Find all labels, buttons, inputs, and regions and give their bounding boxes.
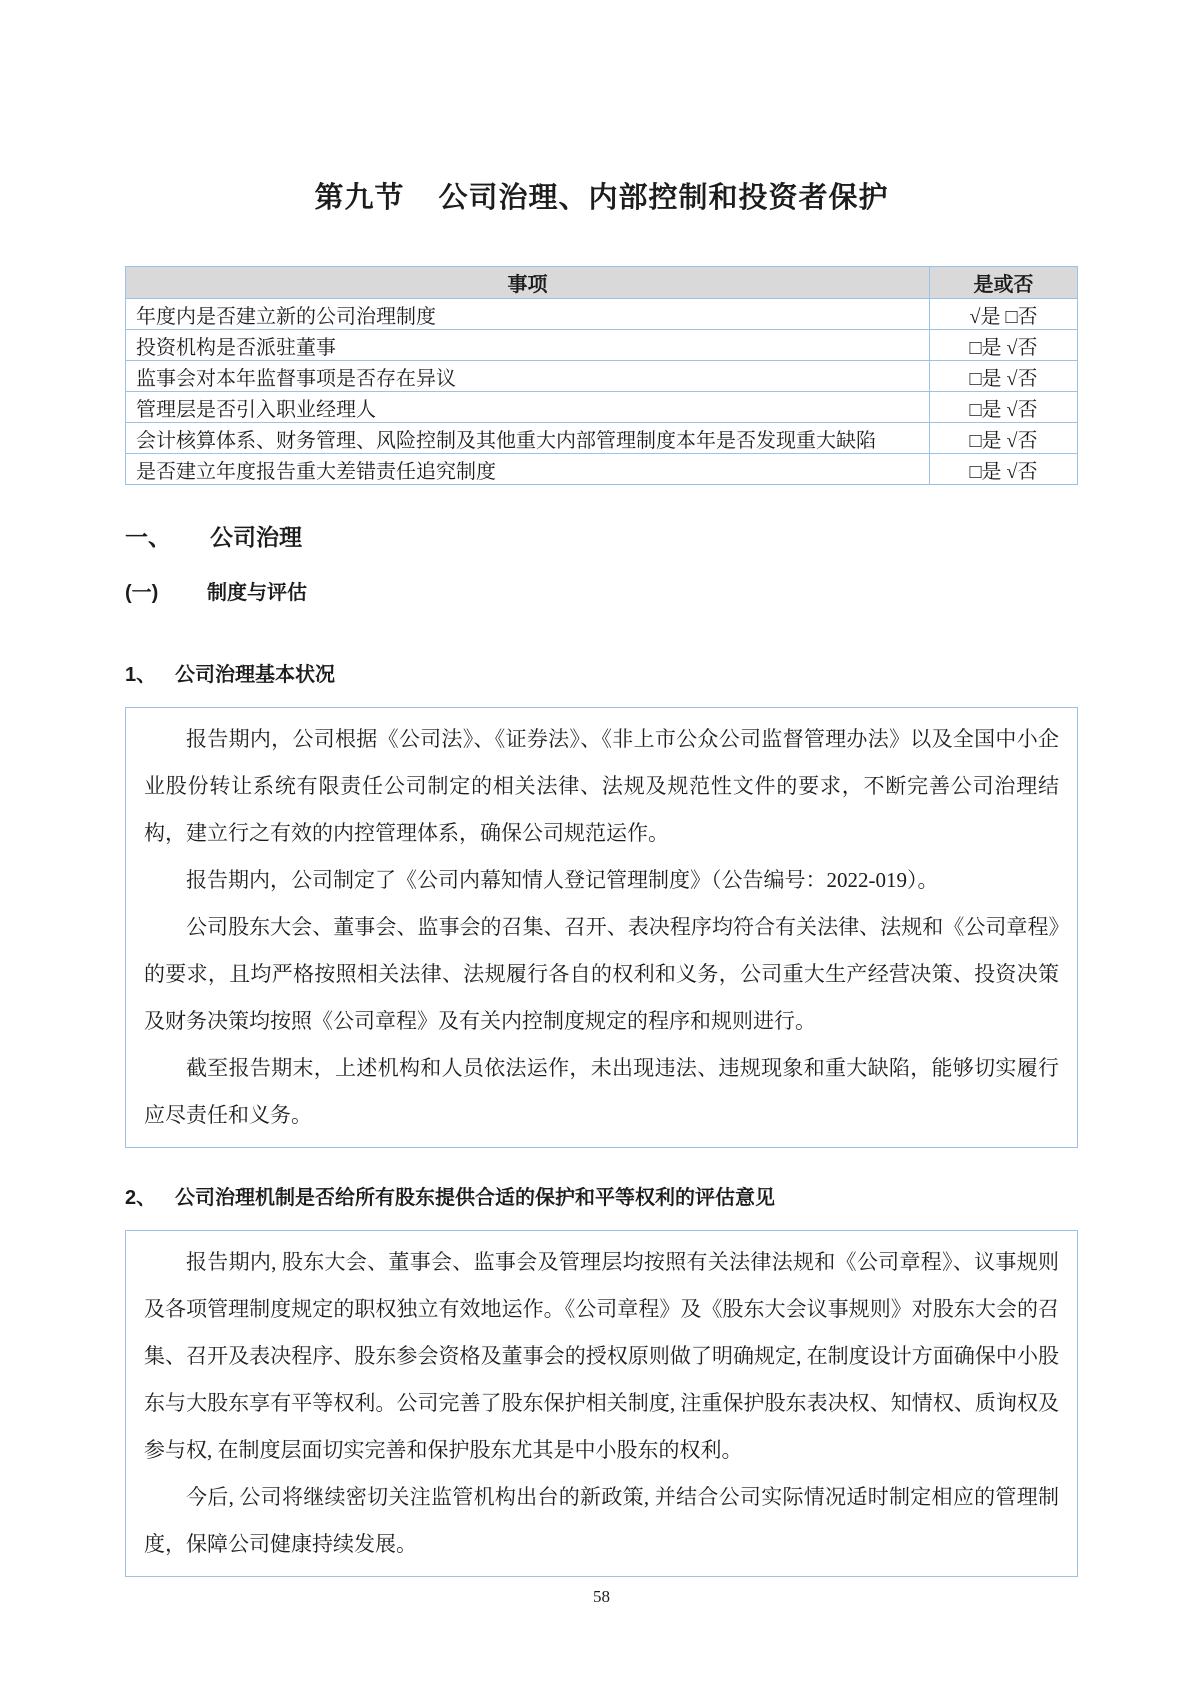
- heading-label: 制度与评估: [207, 582, 307, 604]
- table-row: [126, 392, 1078, 423]
- table-cell-item: 投资机构是否派驻董事: [126, 330, 930, 361]
- paragraph: 报告期内，公司根据《公司法》、《证券法》、《非上市公众公司监督管理办法》以及全国中小企业股份转让系统有限责任公司制定的相关法律、法规及规范性文件的要求，不断完善公司治理结构，建立行之有效的内控管理体系，确保公司规范运作。: [144, 727, 1059, 845]
- table-cell-answer: √是 □否: [930, 299, 1078, 330]
- paragraph-box-shareholder-protection: [125, 1230, 1078, 1577]
- table-row: [126, 299, 1078, 330]
- table-body: [126, 299, 1078, 485]
- heading-governance-basic-status: [125, 661, 1078, 689]
- heading-number: 2、: [125, 1187, 157, 1209]
- page-title-text: 公司治理、内部控制和投资者保护: [438, 182, 889, 214]
- page-number: 58: [593, 1587, 610, 1606]
- table-header-yesno: 是或否: [930, 267, 1078, 299]
- table-header-row: [126, 267, 1078, 299]
- page-title: [125, 0, 1078, 215]
- table-row: [126, 330, 1078, 361]
- governance-yes-no-table: [125, 266, 1078, 485]
- table-cell-item: 会计核算体系、财务管理、风险控制及其他重大内部管理制度本年是否发现重大缺陷: [126, 423, 930, 454]
- page-title-section-number: 第九节: [314, 182, 405, 214]
- table-cell-answer: □是 √否: [930, 454, 1078, 485]
- table-cell-item: 是否建立年度报告重大差错责任追究制度: [126, 454, 930, 485]
- heading-number: 1、: [125, 664, 157, 686]
- paragraph: 今后, 公司将继续密切关注监管机构出台的新政策, 并结合公司实际情况适时制定相应的管理制度，保障公司健康持续发展。: [144, 1485, 1059, 1556]
- table-cell-answer: □是 √否: [930, 330, 1078, 361]
- table-cell-item: 监事会对本年监督事项是否存在异议: [126, 361, 930, 392]
- table-header: [126, 267, 1078, 299]
- paragraph: 公司股东大会、董事会、监事会的召集、召开、表决程序均符合有关法律、法规和《公司章程》的要求，且均严格按照相关法律、法规履行各自的权利和义务，公司重大生产经营决策、投资决策及财务决策均按照《公司章程》及有关内控制度规定的程序和规则进行。: [144, 915, 1059, 1033]
- heading-label: 公司治理机制是否给所有股东提供合适的保护和平等权利的评估意见: [175, 1187, 775, 1209]
- heading-system-and-evaluation: [125, 579, 1078, 607]
- table-cell-answer: □是 √否: [930, 392, 1078, 423]
- table-row: [126, 361, 1078, 392]
- table-cell-answer: □是 √否: [930, 423, 1078, 454]
- paragraph: 报告期内, 股东大会、董事会、监事会及管理层均按照有关法律法规和《公司章程》、议事规则及各项管理制度规定的职权独立有效地运作。《公司章程》及《股东大会议事规则》对股东大会的召集、召开及表决程序、股东参会资格及董事会的授权原则做了明确规定, 在制度设计方面确保中小股东与大股东享有平等权利。公司完善了股东保护相关制度, 注重保护股东表决权、知情权、质询权及参与权, 在制度层面切实完善和保护股东尤其是中小股东的权利。: [144, 1250, 1059, 1462]
- heading-number: 一、: [125, 524, 171, 550]
- document-content: [125, 0, 1078, 1607]
- table-cell-item: 管理层是否引入职业经理人: [126, 392, 930, 423]
- paragraph-box-governance-status: [125, 707, 1078, 1148]
- heading-corporate-governance: [125, 521, 1078, 553]
- heading-shareholder-protection-evaluation: [125, 1184, 1078, 1212]
- table-cell-answer: □是 √否: [930, 361, 1078, 392]
- table-header-item: 事项: [126, 267, 930, 299]
- paragraph: 截至报告期末，上述机构和人员依法运作，未出现违法、违规现象和重大缺陷，能够切实履行应尽责任和义务。: [144, 1056, 1059, 1127]
- table-row: [126, 423, 1078, 454]
- table-cell-item: 年度内是否建立新的公司治理制度: [126, 299, 930, 330]
- heading-label: 公司治理: [210, 524, 302, 550]
- heading-number: (一): [125, 582, 159, 604]
- heading-label: 公司治理基本状况: [175, 664, 335, 686]
- paragraph: 报告期内，公司制定了《公司内幕知情人登记管理制度》（公告编号：2022-019）。: [186, 868, 939, 892]
- table-row: [126, 454, 1078, 485]
